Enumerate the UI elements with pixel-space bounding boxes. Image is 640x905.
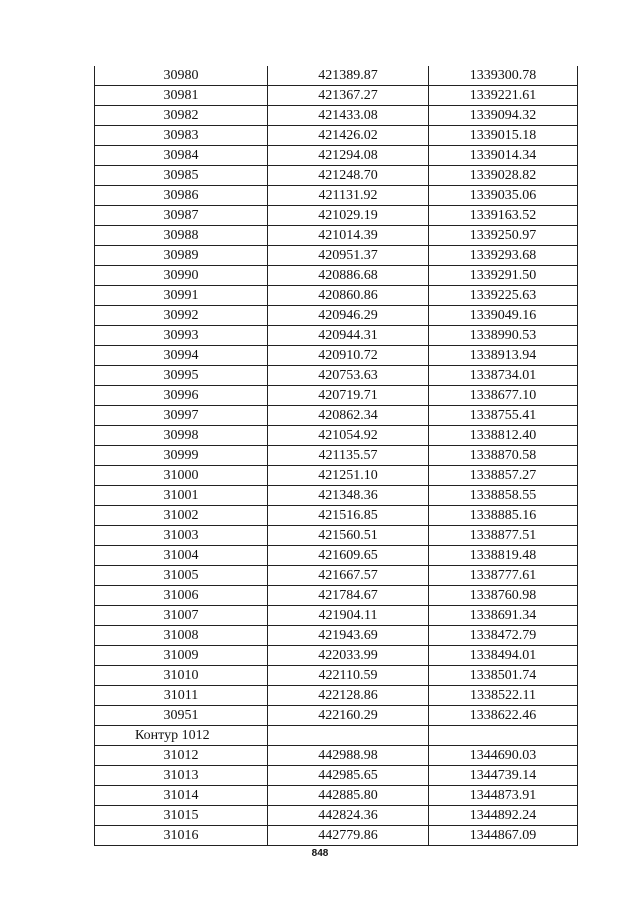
table-row	[95, 626, 578, 646]
x-coordinate-cell: 421904.11	[268, 606, 429, 626]
y-coordinate-cell: 1338858.55	[429, 486, 578, 506]
table-row	[95, 206, 578, 226]
point-id-cell: Контур 1012	[95, 726, 268, 746]
x-coordinate-cell: 421135.57	[268, 446, 429, 466]
x-coordinate-cell: 421248.70	[268, 166, 429, 186]
point-id-cell: 30991	[95, 286, 268, 306]
point-id-cell: 30996	[95, 386, 268, 406]
table-row	[95, 466, 578, 486]
x-coordinate-cell	[268, 726, 429, 746]
table-row	[95, 126, 578, 146]
point-id-cell: 31015	[95, 806, 268, 826]
x-coordinate-cell: 421426.02	[268, 126, 429, 146]
x-coordinate-cell: 421784.67	[268, 586, 429, 606]
table-row	[95, 766, 578, 786]
x-coordinate-cell: 442885.80	[268, 786, 429, 806]
point-id-cell: 31010	[95, 666, 268, 686]
table-body	[95, 66, 578, 846]
table-row	[95, 726, 578, 746]
x-coordinate-cell: 420951.37	[268, 246, 429, 266]
y-coordinate-cell: 1339225.63	[429, 286, 578, 306]
x-coordinate-cell: 420860.86	[268, 286, 429, 306]
point-id-cell: 31006	[95, 586, 268, 606]
table-row	[95, 386, 578, 406]
point-id-cell: 30980	[95, 66, 268, 86]
table-row	[95, 706, 578, 726]
y-coordinate-cell: 1338677.10	[429, 386, 578, 406]
point-id-cell: 30981	[95, 86, 268, 106]
point-id-cell: 31001	[95, 486, 268, 506]
point-id-cell: 31011	[95, 686, 268, 706]
y-coordinate-cell: 1339014.34	[429, 146, 578, 166]
x-coordinate-cell: 421433.08	[268, 106, 429, 126]
y-coordinate-cell: 1338494.01	[429, 646, 578, 666]
y-coordinate-cell: 1344873.91	[429, 786, 578, 806]
x-coordinate-cell: 420886.68	[268, 266, 429, 286]
point-id-cell: 30990	[95, 266, 268, 286]
table-row	[95, 286, 578, 306]
x-coordinate-cell: 421389.87	[268, 66, 429, 86]
point-id-cell: 30986	[95, 186, 268, 206]
table-row	[95, 486, 578, 506]
point-id-cell: 30998	[95, 426, 268, 446]
table-row	[95, 566, 578, 586]
x-coordinate-cell: 420719.71	[268, 386, 429, 406]
x-coordinate-cell: 421367.27	[268, 86, 429, 106]
y-coordinate-cell: 1344690.03	[429, 746, 578, 766]
y-coordinate-cell: 1339035.06	[429, 186, 578, 206]
y-coordinate-cell: 1344739.14	[429, 766, 578, 786]
y-coordinate-cell: 1344892.24	[429, 806, 578, 826]
table-row	[95, 826, 578, 846]
y-coordinate-cell: 1338812.40	[429, 426, 578, 446]
y-coordinate-cell: 1339300.78	[429, 66, 578, 86]
x-coordinate-cell: 421943.69	[268, 626, 429, 646]
y-coordinate-cell: 1338622.46	[429, 706, 578, 726]
y-coordinate-cell: 1339291.50	[429, 266, 578, 286]
point-id-cell: 31000	[95, 466, 268, 486]
x-coordinate-cell: 420753.63	[268, 366, 429, 386]
table-row	[95, 506, 578, 526]
x-coordinate-cell: 421054.92	[268, 426, 429, 446]
table-row	[95, 426, 578, 446]
x-coordinate-cell: 422160.29	[268, 706, 429, 726]
table-row	[95, 146, 578, 166]
table-row	[95, 646, 578, 666]
x-coordinate-cell: 421667.57	[268, 566, 429, 586]
x-coordinate-cell: 442824.36	[268, 806, 429, 826]
point-id-cell: 30992	[95, 306, 268, 326]
x-coordinate-cell: 420862.34	[268, 406, 429, 426]
point-id-cell: 31009	[95, 646, 268, 666]
x-coordinate-cell: 422128.86	[268, 686, 429, 706]
table-row	[95, 326, 578, 346]
point-id-cell: 31012	[95, 746, 268, 766]
point-id-cell: 30993	[95, 326, 268, 346]
y-coordinate-cell: 1339163.52	[429, 206, 578, 226]
y-coordinate-cell: 1339293.68	[429, 246, 578, 266]
point-id-cell: 31008	[95, 626, 268, 646]
y-coordinate-cell: 1339250.97	[429, 226, 578, 246]
table-row	[95, 746, 578, 766]
point-id-cell: 30985	[95, 166, 268, 186]
y-coordinate-cell: 1338990.53	[429, 326, 578, 346]
table-row	[95, 366, 578, 386]
point-id-cell: 31005	[95, 566, 268, 586]
table-row	[95, 606, 578, 626]
table-row	[95, 346, 578, 366]
point-id-cell: 31003	[95, 526, 268, 546]
x-coordinate-cell: 422110.59	[268, 666, 429, 686]
y-coordinate-cell: 1339015.18	[429, 126, 578, 146]
table-row	[95, 246, 578, 266]
point-id-cell: 30989	[95, 246, 268, 266]
point-id-cell: 31002	[95, 506, 268, 526]
y-coordinate-cell: 1338691.34	[429, 606, 578, 626]
table-row	[95, 586, 578, 606]
x-coordinate-cell: 420910.72	[268, 346, 429, 366]
y-coordinate-cell: 1338501.74	[429, 666, 578, 686]
table-row	[95, 106, 578, 126]
table-row	[95, 186, 578, 206]
point-id-cell: 31007	[95, 606, 268, 626]
point-id-cell: 30988	[95, 226, 268, 246]
y-coordinate-cell: 1338472.79	[429, 626, 578, 646]
y-coordinate-cell	[429, 726, 578, 746]
point-id-cell: 30982	[95, 106, 268, 126]
y-coordinate-cell: 1338877.51	[429, 526, 578, 546]
point-id-cell: 30995	[95, 366, 268, 386]
y-coordinate-cell: 1338777.61	[429, 566, 578, 586]
x-coordinate-cell: 442779.86	[268, 826, 429, 846]
y-coordinate-cell: 1339221.61	[429, 86, 578, 106]
point-id-cell: 30994	[95, 346, 268, 366]
y-coordinate-cell: 1339049.16	[429, 306, 578, 326]
y-coordinate-cell: 1339028.82	[429, 166, 578, 186]
point-id-cell: 30951	[95, 706, 268, 726]
x-coordinate-cell: 421014.39	[268, 226, 429, 246]
point-id-cell: 31004	[95, 546, 268, 566]
table-row	[95, 166, 578, 186]
point-id-cell: 31016	[95, 826, 268, 846]
table-row	[95, 66, 578, 86]
x-coordinate-cell: 421609.65	[268, 546, 429, 566]
y-coordinate-cell: 1344867.09	[429, 826, 578, 846]
y-coordinate-cell: 1338857.27	[429, 466, 578, 486]
table-row	[95, 786, 578, 806]
y-coordinate-cell: 1338734.01	[429, 366, 578, 386]
table-row	[95, 686, 578, 706]
point-id-cell: 30997	[95, 406, 268, 426]
point-id-cell: 30983	[95, 126, 268, 146]
x-coordinate-cell: 421131.92	[268, 186, 429, 206]
table-row	[95, 266, 578, 286]
y-coordinate-cell: 1339094.32	[429, 106, 578, 126]
y-coordinate-cell: 1338885.16	[429, 506, 578, 526]
x-coordinate-cell: 422033.99	[268, 646, 429, 666]
x-coordinate-cell: 421348.36	[268, 486, 429, 506]
y-coordinate-cell: 1338870.58	[429, 446, 578, 466]
point-id-cell: 31013	[95, 766, 268, 786]
page-number: 848	[311, 848, 329, 859]
table-row	[95, 406, 578, 426]
x-coordinate-cell: 420944.31	[268, 326, 429, 346]
x-coordinate-cell: 442988.98	[268, 746, 429, 766]
point-id-cell: 30999	[95, 446, 268, 466]
y-coordinate-cell: 1338819.48	[429, 546, 578, 566]
x-coordinate-cell: 421029.19	[268, 206, 429, 226]
x-coordinate-cell: 421516.85	[268, 506, 429, 526]
coordinates-table	[94, 66, 578, 846]
x-coordinate-cell: 442985.65	[268, 766, 429, 786]
y-coordinate-cell: 1338755.41	[429, 406, 578, 426]
y-coordinate-cell: 1338522.11	[429, 686, 578, 706]
table-row	[95, 526, 578, 546]
point-id-cell: 31014	[95, 786, 268, 806]
table-row	[95, 226, 578, 246]
y-coordinate-cell: 1338760.98	[429, 586, 578, 606]
table-row	[95, 306, 578, 326]
x-coordinate-cell: 421251.10	[268, 466, 429, 486]
x-coordinate-cell: 421294.08	[268, 146, 429, 166]
table-row	[95, 806, 578, 826]
x-coordinate-cell: 421560.51	[268, 526, 429, 546]
table-row	[95, 546, 578, 566]
table-row	[95, 86, 578, 106]
x-coordinate-cell: 420946.29	[268, 306, 429, 326]
point-id-cell: 30987	[95, 206, 268, 226]
table-row	[95, 666, 578, 686]
y-coordinate-cell: 1338913.94	[429, 346, 578, 366]
table-row	[95, 446, 578, 466]
point-id-cell: 30984	[95, 146, 268, 166]
